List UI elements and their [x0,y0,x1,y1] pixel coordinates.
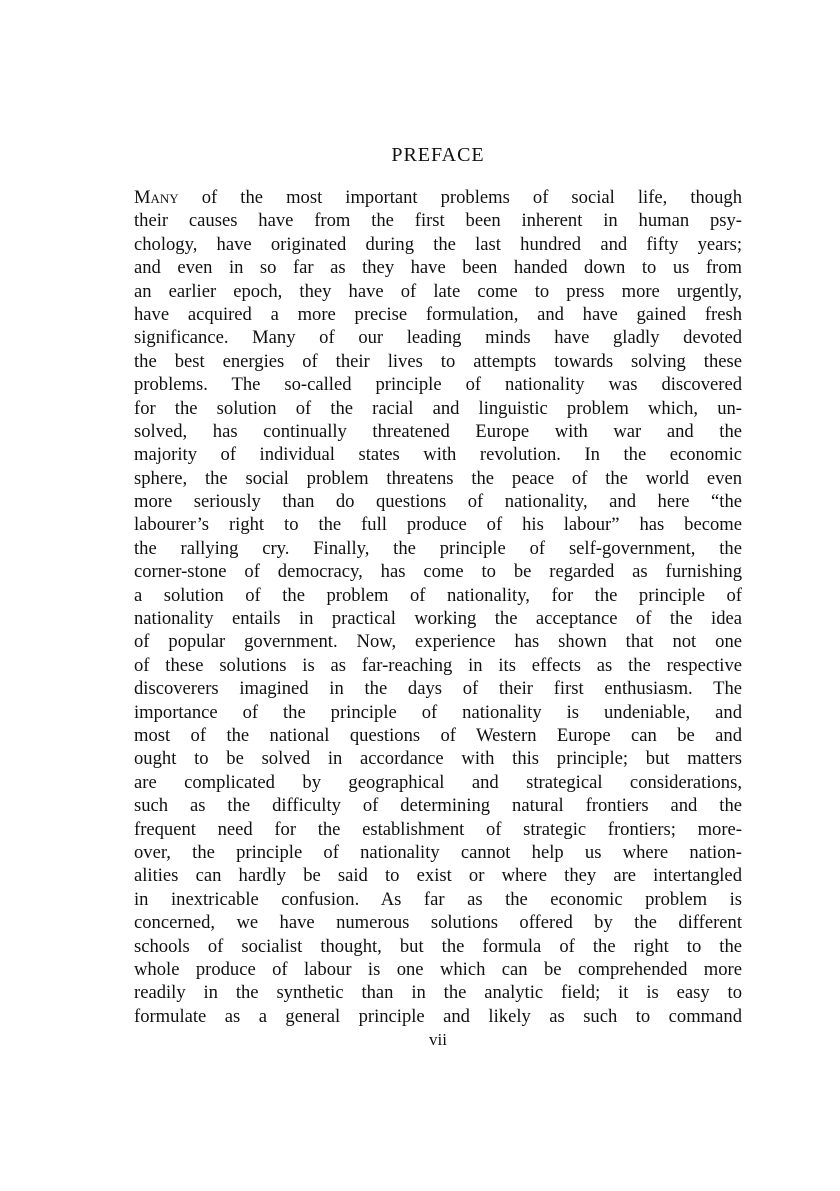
text-line: sphere, the social problem threatens the peace of the world even [134,467,742,489]
text-line: have acquired a more precise formulation, and have gained fresh [134,303,742,325]
preface-paragraph [134,186,742,1028]
lead-word: Many [134,187,179,208]
text-line: formulate as a general principle and likely as such to command [134,1005,742,1027]
text-line: labourer’s right to the full produce of his labour” has become [134,514,742,536]
text-line: an earlier epoch, they have of late come to press more urgently, [134,280,742,302]
text-line: of popular government. Now, experience has shown that not one [134,631,742,653]
text-line: schools of socialist thought, but the formula of the right to the [134,935,742,957]
text-line: readily in the synthetic than in the analytic field; it is easy to [134,982,742,1004]
text-line: problems. The so-called principle of nationality was discovered [134,374,742,396]
text-line: the best energies of their lives to attempts towards solving these [134,350,742,372]
text-line: nationality entails in practical working the acceptance of the idea [134,608,742,630]
text-line-1-rest: of the most important problems of social life, though [178,187,742,208]
text-line: solved, has continually threatened Europe with war and the [134,420,742,442]
text-line: the rallying cry. Finally, the principle of self-government, the [134,537,742,559]
text-line: chology, have originated during the last hundred and fifty years; [134,233,742,255]
text-line: over, the principle of nationality cannot help us where nation- [134,841,742,863]
text-line: their causes have from the first been inherent in human psy- [134,210,742,232]
text-line-1 [134,186,742,209]
text-line: and even in so far as they have been handed down to us from [134,257,742,279]
text-line: ought to be solved in accordance with this principle; but matters [134,748,742,770]
text-line: significance. Many of our leading minds have gladly devoted [134,327,742,349]
text-line: importance of the principle of nationality is undeniable, and [134,701,742,723]
text-line: majority of individual states with revolution. In the economic [134,444,742,466]
text-line: for the solution of the racial and linguistic problem which, un- [134,397,742,419]
text-line: discoverers imagined in the days of their first enthusiasm. The [134,678,742,700]
page-number: vii [429,1030,447,1049]
text-line: such as the difficulty of determining natural frontiers and the [134,795,742,817]
text-line: corner-stone of democracy, has come to be regarded as furnishing [134,561,742,583]
text-line: alities can hardly be said to exist or where they are intertangled [134,865,742,887]
text-line: a solution of the problem of nationality, for the principle of [134,584,742,606]
text-line: more seriously than do questions of nationality, and here “the [134,491,742,513]
text-line: concerned, we have numerous solutions offered by the different [134,912,742,934]
text-line: frequent need for the establishment of strategic frontiers; more- [134,818,742,840]
text-line: of these solutions is as far-reaching in its effects as the respective [134,654,742,676]
text-line: most of the national questions of Western Europe can be and [134,724,742,746]
page-title: PREFACE [391,144,485,166]
text-line: in inextricable confusion. As far as the economic problem is [134,888,742,910]
text-line: are complicated by geographical and strategical considerations, [134,771,742,793]
text-line: whole produce of labour is one which can be comprehended more [134,958,742,980]
